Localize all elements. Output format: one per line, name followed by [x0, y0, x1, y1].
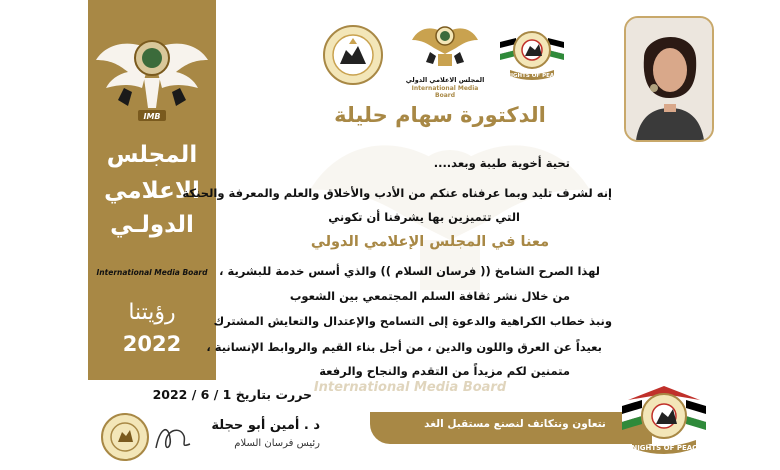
letter-line2: التي تتميزين بها يشرفنا أن تكوني — [328, 210, 520, 224]
sidebar-year: 2022 — [122, 332, 182, 356]
imb-eagle-logo — [88, 30, 216, 125]
honoree-photo — [624, 16, 714, 142]
imb-header-logo — [410, 20, 480, 78]
letter-line6: بعيداً عن العرق واللون والدين ، من أجل بناء القيم والروابط الإنسانية ، — [206, 340, 602, 354]
sidebar-subtitle-en: International Media Board — [96, 268, 208, 277]
letter-line4: من خلال نشر ثقافة السلم المجتمعي بين الشعوب — [289, 289, 570, 303]
handwritten-signature — [150, 418, 196, 458]
horse-left-icon — [118, 88, 132, 106]
signatory-role: رئيس فرسان السلام — [234, 438, 320, 449]
watermark-text: International Media Board — [313, 380, 507, 395]
knights-of-peace-org-logo — [322, 24, 384, 86]
imb-caption: IMB — [143, 112, 161, 121]
issue-date: حررت بتاريخ 1 / 6 / 2022 — [152, 387, 312, 402]
signatory-name: د . أمين أبو حجلة — [211, 418, 320, 433]
letter-highlight: معنا في المجلس الإعلامي الدولي — [310, 234, 550, 250]
letter-line1: إنه لشرف تليد وبما عرفناه عنكم من الأدب والأخلاق والعلم والمعرفة والحنكة — [182, 186, 612, 200]
letter-line3: لهذا الصرح الشامخ (( فرسان السلام )) والذي أسس خدمة للبشرية ، — [219, 264, 600, 278]
sidebar-title-line1: المجلس — [106, 142, 198, 168]
sidebar-title-line2: الاعلامي — [104, 178, 200, 204]
knights-of-peace-logo — [496, 22, 568, 88]
sidebar-title-line3: الدولـي — [110, 212, 194, 238]
footer-logo-caption: KNIGHTS OF PEACE — [625, 444, 703, 452]
knights-of-peace-caption: KNIGHTS OF PEACE — [502, 73, 562, 79]
imb-header-caption-en: International Media Board — [411, 85, 479, 99]
signature-seal — [100, 412, 150, 462]
sidebar-vision: رؤيتنا — [128, 300, 176, 325]
horse-right-icon — [172, 88, 186, 106]
imb-header-caption-ar: المجلس الاعلامي الدولي — [405, 76, 485, 84]
letter-line7: متمنين لكم مزيداً من التقدم والنجاح والرفعة — [319, 364, 570, 378]
globe-icon — [142, 48, 162, 68]
letter-line5: ونبذ خطاب الكراهية والدعوة إلى التسامح والإعتدال والتعايش المشترك — [213, 314, 612, 328]
footer-slogan: نتعاون ونتكاتف لنصنع مستقبل الغد — [424, 418, 606, 430]
letter-greeting: تحية أخوية طيبة وبعد.... — [433, 156, 570, 170]
portrait-image — [626, 18, 712, 140]
footer-knights-of-peace-logo — [618, 378, 710, 462]
honoree-name: الدكتورة سهام حليلة — [334, 103, 546, 127]
